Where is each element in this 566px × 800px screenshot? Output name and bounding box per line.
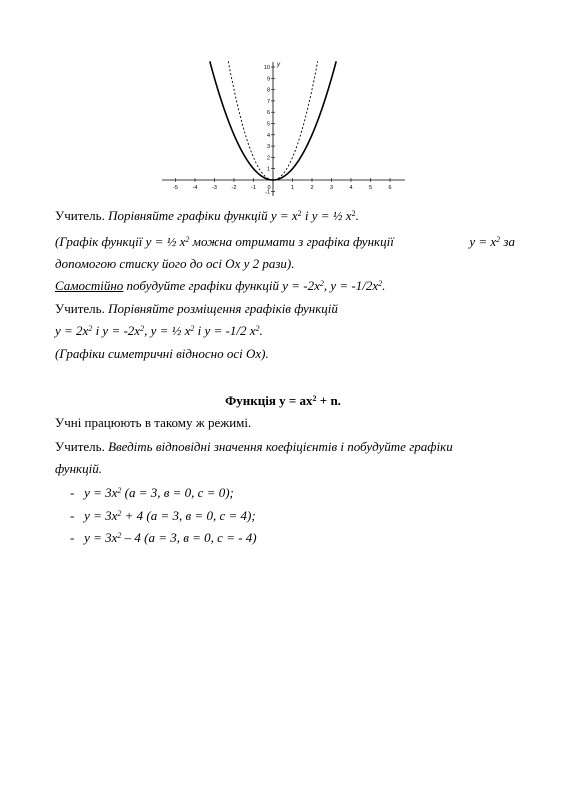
text-line-5: Учитель. Порівняйте розміщення графіків функцій <box>55 301 338 316</box>
x-tick-label: -1 <box>251 185 256 191</box>
y-tick-label: 7 <box>266 98 270 105</box>
text-line-9: Учитель. Введіть відповідні значення коефіцієнтів і побудуйте графіки <box>55 439 453 454</box>
y-tick-label: 10 <box>263 65 270 71</box>
y-tick-label: 5 <box>266 121 270 128</box>
y-axis-label: y <box>277 62 280 68</box>
x-tick-label: -5 <box>173 185 178 191</box>
y-tick-label: 3 <box>266 144 270 151</box>
x-tick-label: 2 <box>310 185 314 191</box>
list-item-1: - $y = 3x^2$ (a = 3, в = 0, c = 0); <box>70 485 234 500</box>
y-tick-label: -1 <box>265 189 270 196</box>
text-line-2: (Графік функції y = ½ $x^2$ можна отримати з графіка функції $y = x^2$ за <box>55 234 515 249</box>
list-item-3: - $y = 3x^2 - 4$ (a = 3, в = 0, c = - 4) <box>70 530 257 545</box>
x-tick-label: 0 <box>267 185 271 191</box>
x-tick-label: 5 <box>368 185 373 191</box>
y-tick-label: 6 <box>266 110 270 117</box>
list-item-2: - $y = 3x^2 + 4$ (a = 3, в = 0, c = 4); <box>70 508 256 523</box>
y-tick-label: 2 <box>266 155 270 162</box>
y-tick-label: 9 <box>266 76 270 83</box>
x-tick-label: 6 <box>388 185 392 191</box>
x-tick-label: -2 <box>231 185 237 191</box>
y-tick-label: 1 <box>266 166 270 173</box>
x-tick-label: -4 <box>192 185 198 191</box>
text-line-6: $y = 2x^2$ і $y = -2x^2$, y = ½ $x^2$ і y = -1/2 $x^2$. <box>55 323 263 338</box>
x-tick-label: 4 <box>349 185 353 191</box>
text-line-8: Учні працюють в такому ж режимі. <box>55 415 252 430</box>
y-tick-label: 8 <box>266 87 270 94</box>
parabola-graph <box>160 58 410 198</box>
x-tick-label: 1 <box>290 185 295 191</box>
text-line-3: допомогою стиску його до осі Ox у 2 рази). <box>55 256 295 271</box>
text-line-1: Учитель. Порівняйте графіки функцій $y = x^2$ і y = ½ $x^2$. <box>55 208 359 223</box>
y-tick-label: 4 <box>266 132 270 139</box>
x-tick-label: -3 <box>212 185 217 191</box>
x-tick-label: 3 <box>329 185 334 191</box>
text-line-7: (Графіки симетричні відносно осі Ox). <box>55 346 269 361</box>
section-heading: Функція $y = ax^2 + n$. <box>225 393 341 408</box>
text-line-10: функцій. <box>55 461 102 476</box>
text-line-4: Самостійно побудуйте графіки функцій $y = -2x^2$, $y = -1/2x^2$. <box>55 278 386 293</box>
